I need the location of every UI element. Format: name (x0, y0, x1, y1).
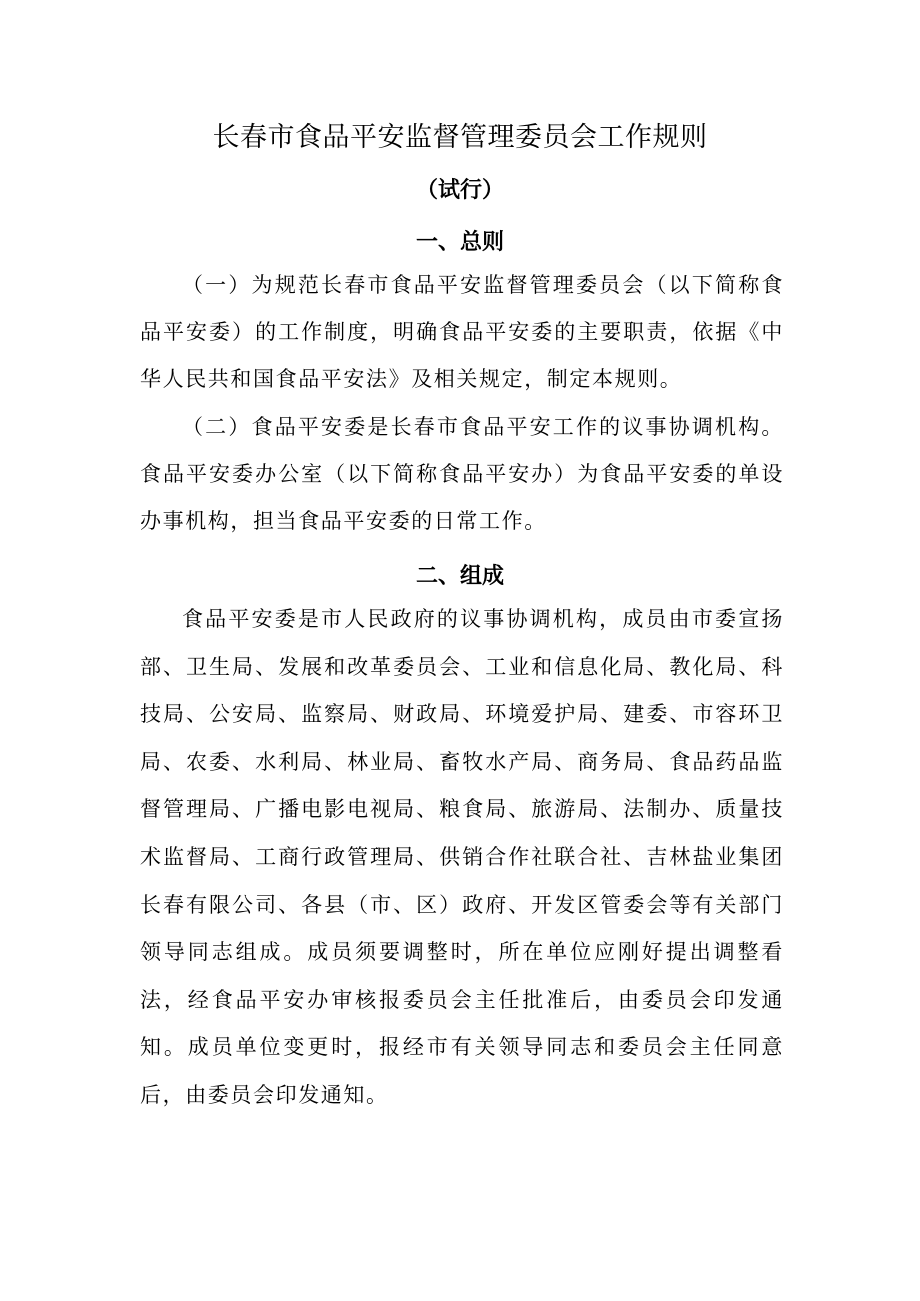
paragraph-composition-1: 食品平安委是市人民政府的议事协调机构，成员由市委宣扬部、卫生局、发展和改革委员会、工业和信息化局、教化局、科技局、公安局、监察局、财政局、环境爱护局、建委、市容环卫局、农委、水利局、林业局、畜牧水产局、商务局、食品药品监督管理局、广播电影电视局、粮食局、旅游局、法制办、质量技术监督局、工商行政管理局、供销合作社联合社、吉林盐业集团长春有限公司、各县（市、区）政府、开发区管委会等有关部门领导同志组成。成员须要调整时，所在单位应刚好提出调整看法，经食品平安办审核报委员会主任批准后，由委员会印发通知。成员单位变更时，报经市有关领导同志和委员会主任同意后，由委员会印发通知。 (140, 607, 784, 1107)
section-heading-composition: 二、组成 (415, 563, 504, 589)
paragraph-general-1: （一）为规范长春市食品平安监督管理委员会（以下简称食品平安委）的工作制度，明确食品平安委的主要职责，依据《中华人民共和国食品平安法》及相关规定，制定本规则。 (140, 273, 784, 391)
document-title: 长春市食品平安监督管理委员会工作规则 (212, 122, 708, 153)
section-heading-general: 一、总则 (415, 229, 504, 255)
document-subtitle: （试行） (415, 177, 504, 203)
paragraph-general-2: （二）食品平安委是长春市食品平安工作的议事协调机构。食品平安委办公室（以下简称食品平安办）为食品平安委的单设办事机构，担当食品平安委的日常工作。 (140, 415, 784, 533)
